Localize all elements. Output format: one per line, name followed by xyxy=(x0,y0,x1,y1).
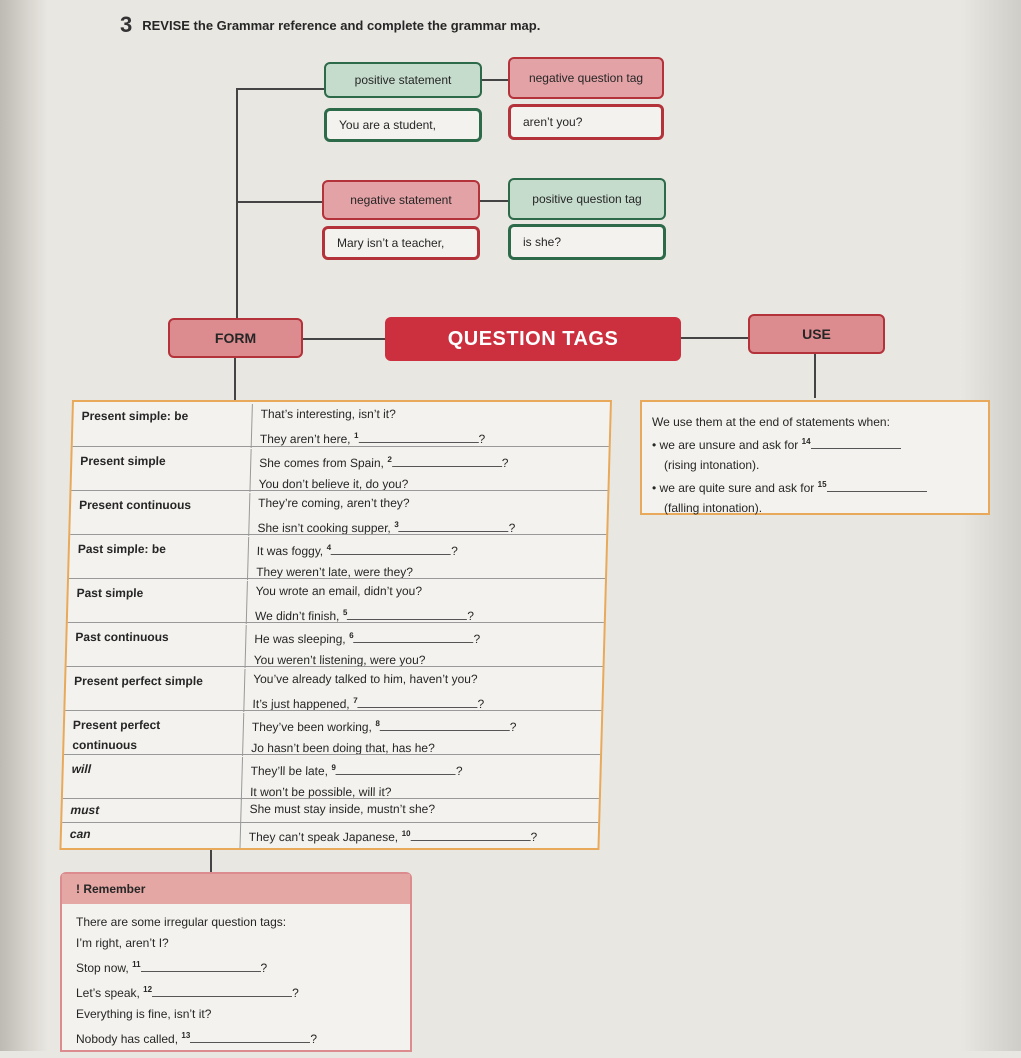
gap-blank[interactable] xyxy=(358,431,478,443)
table-row xyxy=(71,446,608,490)
gap-blank[interactable] xyxy=(347,608,467,620)
table-row xyxy=(69,534,606,578)
table-examples xyxy=(249,449,508,492)
gap-number: 11 xyxy=(132,960,141,969)
negative-question-tag-label: negative question tag xyxy=(508,57,664,99)
remember-text: Let’s speak, xyxy=(76,986,140,1000)
example-text: It was foggy, xyxy=(256,544,324,558)
form-label: FORM xyxy=(168,318,303,358)
remember-intro: There are some irregular question tags: xyxy=(76,915,287,929)
question-mark: ? xyxy=(260,961,268,975)
remember-line xyxy=(76,1025,396,1050)
table-row xyxy=(68,578,605,622)
example-line xyxy=(254,625,481,650)
example-line: It won’t be possible, will it? xyxy=(249,785,392,799)
table-examples xyxy=(246,581,475,624)
tense-label-line: Present perfect xyxy=(72,718,161,732)
gap-blank[interactable] xyxy=(811,437,901,449)
example-text: They’ve been working, xyxy=(251,720,373,734)
table-examples xyxy=(248,493,516,536)
example-text: She isn’t cooking supper, xyxy=(257,521,392,535)
gap-number: 1 xyxy=(353,431,359,440)
use-bullet-text: we are quite sure and ask for xyxy=(659,481,815,495)
example-line: She must stay inside, mustn’t she? xyxy=(249,802,436,816)
question-mark: ? xyxy=(477,697,485,711)
example-line xyxy=(248,823,537,848)
gap-number: 7 xyxy=(353,696,358,705)
example-line: They’re coming, aren’t they? xyxy=(257,496,410,510)
gap-blank[interactable] xyxy=(190,1031,310,1043)
table-examples xyxy=(245,625,481,668)
tense-label: Present simple xyxy=(80,454,166,468)
connector-line xyxy=(480,200,510,202)
example-text: They’ll be late, xyxy=(250,764,329,778)
question-mark: ? xyxy=(467,609,475,623)
use-bullet-unsure: • we are unsure and ask for $^{14}$ xyxy=(652,432,978,455)
use-bullet-text: we are unsure and ask for xyxy=(659,438,799,452)
positive-statement-label: positive statement xyxy=(324,62,482,98)
gap-number: 12 xyxy=(143,985,153,994)
example-line: You weren’t listening, were you? xyxy=(253,653,426,667)
page-edge-shadow xyxy=(961,0,1021,1051)
table-row xyxy=(63,754,600,798)
example-line: Jo hasn’t been doing that, has he? xyxy=(251,741,435,755)
connector-line xyxy=(210,848,212,872)
example-line: They weren’t late, were they? xyxy=(256,565,414,579)
tense-label: Present simple: be xyxy=(81,409,189,423)
question-mark: ? xyxy=(292,986,299,1000)
example-line: You wrote an email, didn’t you? xyxy=(255,584,423,598)
gap-number: 13 xyxy=(181,1031,191,1040)
example-line xyxy=(259,449,509,474)
remember-line: Everything is fine, isn’t it? xyxy=(76,1007,212,1021)
tense-label: Present continuous xyxy=(78,498,192,512)
remember-box xyxy=(60,872,412,1052)
table-examples xyxy=(239,823,537,848)
question-mark: ? xyxy=(530,830,538,844)
gap-number: 6 xyxy=(349,631,354,640)
gap-blank[interactable] xyxy=(336,763,456,775)
question-mark: ? xyxy=(478,432,486,446)
gap-blank[interactable] xyxy=(392,455,502,467)
tense-label: Present perfect simple xyxy=(73,674,204,688)
gap-number: 9 xyxy=(331,763,337,772)
remember-line xyxy=(76,979,396,1004)
table-examples xyxy=(241,757,463,800)
table-row xyxy=(70,490,607,534)
gap-number: 5 xyxy=(342,608,348,617)
negative-statement-label: negative statement xyxy=(322,180,480,220)
use-note-rising: (rising intonation). xyxy=(664,458,760,472)
example-line xyxy=(252,713,517,738)
gap-blank[interactable] xyxy=(410,829,530,841)
gap-number: 8 xyxy=(375,719,380,728)
gap-blank[interactable] xyxy=(331,543,451,555)
example-line xyxy=(250,757,463,782)
negative-question-tag-example: aren’t you? xyxy=(508,104,664,140)
connector-line xyxy=(302,338,388,340)
table-row xyxy=(67,622,604,666)
tense-label-line: continuous xyxy=(72,738,138,752)
exercise-title xyxy=(120,12,540,38)
question-mark: ? xyxy=(508,521,516,535)
remember-line: I’m right, aren’t I? xyxy=(76,936,169,950)
table-examples xyxy=(251,404,486,448)
remember-body xyxy=(62,904,410,1058)
use-note-falling: (falling intonation). xyxy=(664,501,763,515)
table-row xyxy=(62,798,599,822)
remember-title: ! Remember xyxy=(62,874,410,904)
gap-blank[interactable] xyxy=(353,631,473,643)
example-line: You’ve already talked to him, haven’t you? xyxy=(253,672,478,686)
table-examples xyxy=(240,799,435,822)
example-line: You don’t believe it, do you? xyxy=(258,477,409,491)
exercise-number: 3 xyxy=(120,12,133,37)
negative-statement-example: Mary isn’t a teacher, xyxy=(322,226,480,260)
gap-number: 4 xyxy=(326,543,332,552)
example-text: They can’t speak Japanese, xyxy=(248,830,399,844)
tense-label: will xyxy=(71,762,92,776)
gap-blank[interactable] xyxy=(152,985,292,997)
table-row xyxy=(61,822,598,848)
connector-line xyxy=(678,337,750,339)
connector-line xyxy=(236,201,324,203)
gap-blank[interactable] xyxy=(380,719,510,731)
example-text: They aren’t here, xyxy=(259,432,351,446)
tense-label xyxy=(72,715,160,755)
gap-number: 15 xyxy=(817,480,827,489)
example-text: It’s just happened, xyxy=(252,697,350,711)
gap-number: 14 xyxy=(801,437,811,446)
connector-line xyxy=(480,79,510,81)
connector-line xyxy=(236,88,326,90)
gap-blank[interactable] xyxy=(399,520,509,532)
example-text: He was sleeping, xyxy=(254,632,346,646)
gap-blank[interactable] xyxy=(357,696,477,708)
table-row xyxy=(65,666,602,710)
connector-line xyxy=(234,356,236,400)
table-examples xyxy=(243,669,485,712)
tense-label: Past continuous xyxy=(75,630,169,644)
question-mark: ? xyxy=(473,632,481,646)
positive-question-tag-example: is she? xyxy=(508,224,666,260)
question-mark: ? xyxy=(455,764,463,778)
positive-statement-example: You are a student, xyxy=(324,108,482,142)
tense-label: Past simple xyxy=(76,586,144,600)
tense-label: can xyxy=(69,827,91,841)
example-line: That’s interesting, isn’t it? xyxy=(260,407,396,421)
table-row xyxy=(73,402,610,446)
tense-label: Past simple: be xyxy=(77,542,167,556)
tense-label: must xyxy=(70,803,100,817)
use-explanation-box xyxy=(640,400,990,515)
example-line xyxy=(256,537,458,562)
table-examples xyxy=(247,537,458,580)
question-mark: ? xyxy=(310,1032,318,1046)
table-examples xyxy=(242,713,517,756)
question-mark: ? xyxy=(501,456,509,470)
remember-line xyxy=(76,954,396,979)
remember-text: Stop now, xyxy=(76,961,129,975)
gap-blank[interactable] xyxy=(827,480,927,492)
gap-number: 2 xyxy=(387,455,392,464)
exercise-instruction: REVISE the Grammar reference and complete the grammar map. xyxy=(142,18,541,33)
example-text: We didn’t finish, xyxy=(254,609,340,623)
gap-blank[interactable] xyxy=(141,960,261,972)
table-row xyxy=(64,710,601,754)
question-tags-title: QUESTION TAGS xyxy=(385,317,681,361)
gap-number: 10 xyxy=(401,829,411,838)
use-label: USE xyxy=(748,314,885,354)
connector-line xyxy=(814,354,816,398)
use-intro: We use them at the end of statements when: xyxy=(652,415,890,429)
use-bullet-sure: • we are quite sure and ask for $^{15}$ xyxy=(652,475,978,498)
question-mark: ? xyxy=(509,720,517,734)
question-mark: ? xyxy=(450,544,458,558)
positive-question-tag-label: positive question tag xyxy=(508,178,666,220)
gap-number: 3 xyxy=(394,520,399,529)
example-text: She comes from Spain, xyxy=(259,456,385,470)
form-table xyxy=(59,400,612,850)
remember-text: Nobody has called, xyxy=(76,1032,179,1046)
connector-line xyxy=(236,88,238,320)
page-binding-shadow xyxy=(0,0,48,1051)
